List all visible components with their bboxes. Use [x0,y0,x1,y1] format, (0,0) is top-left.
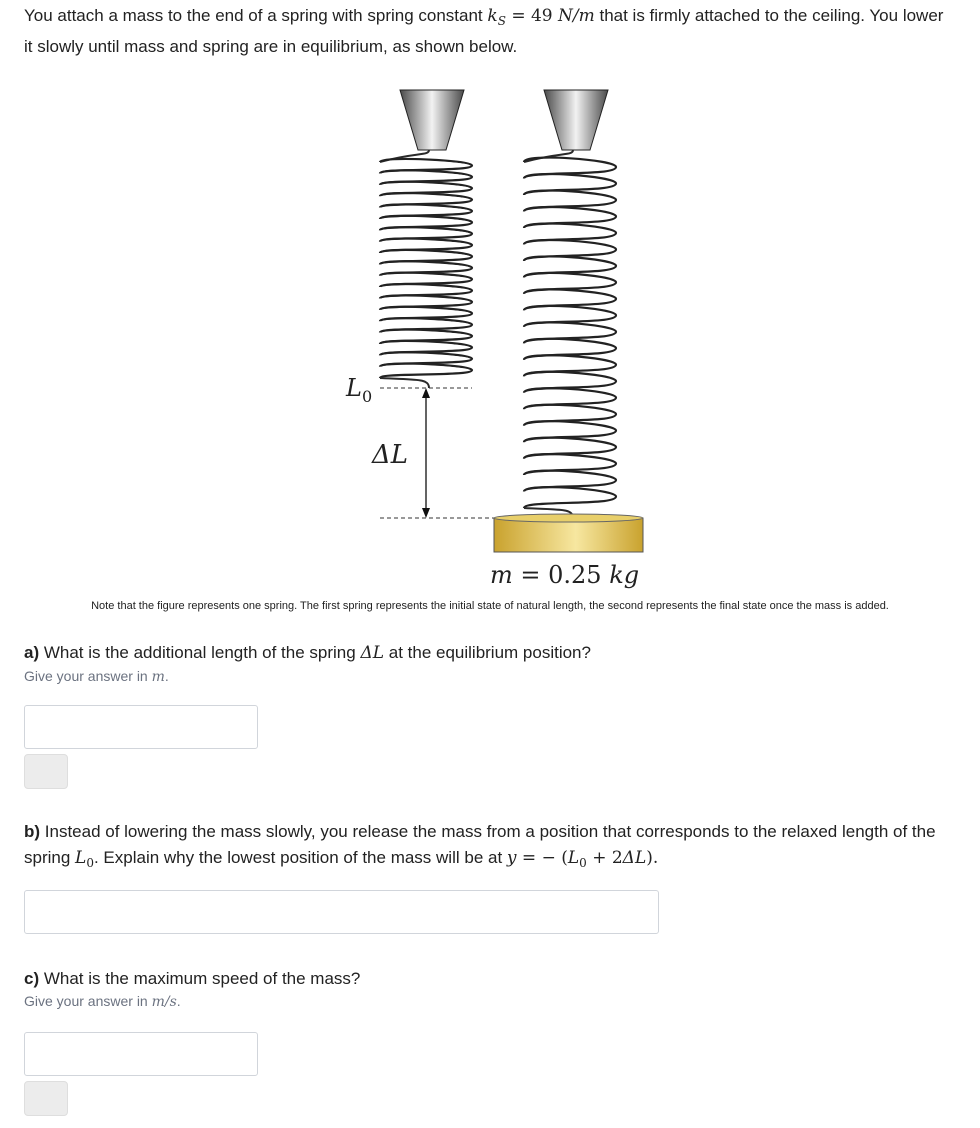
answer-c-input[interactable] [24,1032,258,1076]
spring-constant-symbol: k [487,6,498,26]
question-c: c) What is the maximum speed of the mass? [24,969,361,988]
ceiling-mount-left [400,90,464,150]
problem-intro: You attach a mass to the end of a spring with spring constant $k_S = 49$ N/m that is firmly attached to the ceiling. You lower it slowly until mass and spring are in equilibrium, as shown below. [24,6,944,56]
question-a: a) What is the additional length of the spring ΔL at the equilibrium position? [24,643,591,663]
answer-c-button[interactable] [24,1081,68,1116]
answer-a-input[interactable] [24,705,258,749]
arrow-head-up [422,388,430,398]
spring-figure [0,80,980,600]
arrow-head-down [422,508,430,518]
label-delta-l: ΔL [372,440,409,470]
figure-note: Note that the figure represents one spring. The first spring represents the initial state of natural length, the second represents the final state once the mass is added. [91,600,889,612]
mass-block [494,514,643,552]
spring-natural-length [380,150,472,388]
label-l0: $L_0$ [346,374,373,406]
answer-a-button[interactable] [24,754,68,789]
mass-label: m = 0.25 kg [490,561,640,589]
ceiling-mount-right [544,90,608,150]
spring-left-bottom-lead [380,378,429,388]
question-b: b) Instead of lowering the mass slowly, you release the mass from a position that corresponds to the relaxed length of the spring $L_0$. Explain why the lowest position of the mass will be at y = − $(L_0 + 2\Delta L)$. [24,822,936,870]
hint-c: Give your answer in m/s. [24,993,181,1010]
answer-b-input[interactable] [24,890,659,934]
spring-stretched [524,150,616,518]
hint-a: Give your answer in m. [24,668,169,685]
